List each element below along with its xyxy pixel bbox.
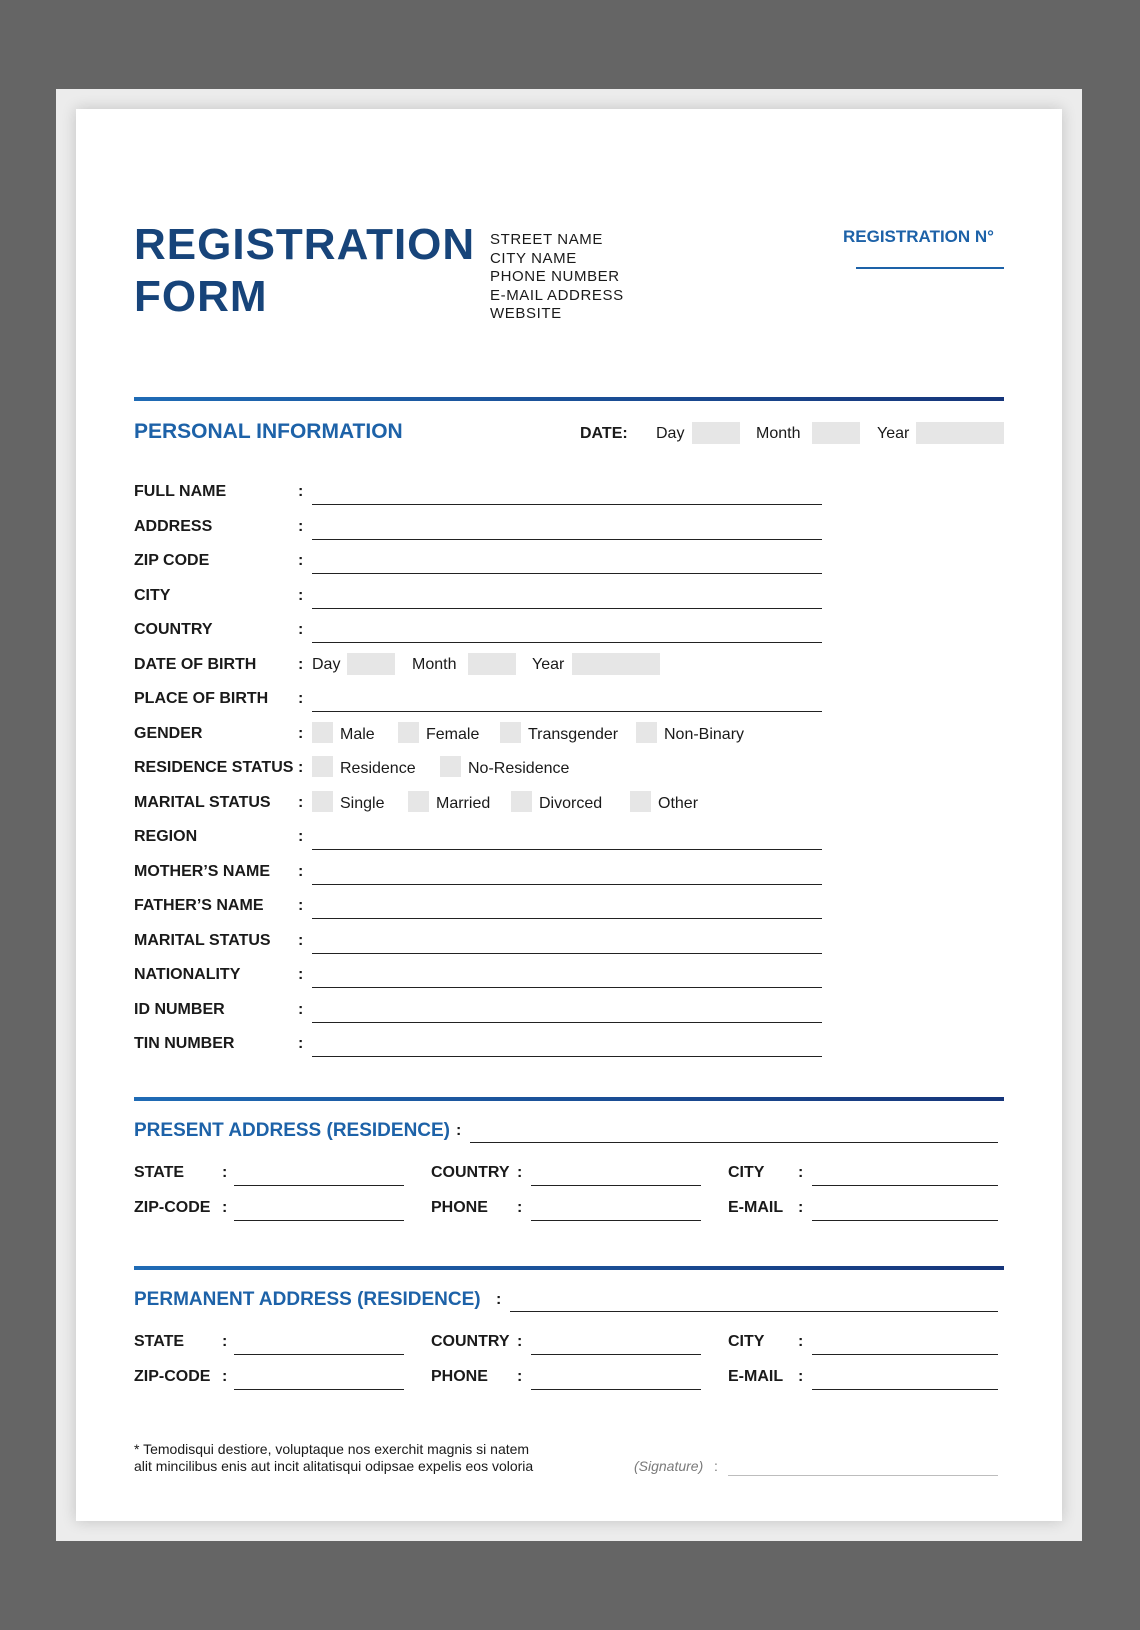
field-colon-zip-code-2: : [298, 552, 304, 569]
field-label-id-number-15: ID NUMBER [134, 1000, 225, 1018]
option-label-other: Other [658, 794, 699, 812]
field-input-mother-s-name-11[interactable] [312, 884, 822, 885]
checkbox-single[interactable] [312, 791, 333, 812]
field-colon-marital-status-9: : [298, 793, 304, 811]
contact-city: CITY NAME [490, 249, 577, 267]
section-rule-personal [134, 397, 1004, 401]
present-country-colon: : [517, 1164, 523, 1181]
present-country-input[interactable] [531, 1185, 701, 1186]
permanent-zip-colon: : [222, 1368, 228, 1385]
field-input-marital-status-13[interactable] [312, 953, 822, 954]
permanent-phone-colon: : [517, 1368, 523, 1385]
option-label-no-residence: No-Residence [468, 760, 570, 777]
registration-number-label: REGISTRATION N° [843, 227, 994, 246]
field-input-tin-number-16[interactable] [312, 1056, 822, 1057]
present-state-input[interactable] [234, 1185, 404, 1186]
field-input-father-s-name-12[interactable] [312, 918, 822, 919]
date-month-box[interactable] [812, 422, 860, 444]
field-colon-id-number-15: : [298, 1000, 304, 1018]
field-colon-nationality-14: : [298, 966, 304, 983]
date-day-box[interactable] [692, 422, 740, 444]
present-state-label: STATE [134, 1164, 185, 1181]
checkbox-divorced[interactable] [511, 791, 532, 812]
present-address-line[interactable] [470, 1142, 998, 1143]
permanent-section-title: PERMANENT ADDRESS (RESIDENCE) [134, 1289, 481, 1310]
permanent-email-colon: : [798, 1368, 804, 1385]
field-input-zip-code-2[interactable] [312, 573, 822, 574]
permanent-state-label: STATE [134, 1333, 185, 1350]
present-colon: : [456, 1122, 462, 1139]
date-year-label: Year [877, 425, 910, 442]
present-phone-input[interactable] [531, 1220, 701, 1221]
present-country-label: COUNTRY [431, 1164, 510, 1181]
footnote [134, 1441, 533, 1475]
field-label-country-4: COUNTRY [134, 621, 213, 638]
signature-field[interactable] [728, 1475, 998, 1476]
present-city-input[interactable] [812, 1185, 998, 1186]
footnote-line2: alit mincilibus enis aut incit alitatisqui odipsae expelis eos voloria [134, 1458, 534, 1474]
field-input-country-4[interactable] [312, 642, 822, 643]
checkbox-transgender[interactable] [500, 722, 521, 743]
dob-day-label: Day [312, 655, 341, 673]
field-label-date-of-birth-5: DATE OF BIRTH [134, 655, 257, 673]
present-email-colon: : [798, 1199, 804, 1216]
contact-phone: PHONE NUMBER [490, 268, 620, 285]
signature-colon: : [714, 1458, 718, 1474]
checkbox-female[interactable] [398, 722, 419, 743]
present-city-label: CITY [728, 1164, 765, 1181]
section-rule-permanent [134, 1266, 1004, 1270]
permanent-address-line[interactable] [510, 1311, 998, 1312]
dob-month-box[interactable] [468, 653, 516, 675]
registration-form-page [76, 109, 1062, 1521]
option-label-single: Single [340, 794, 385, 812]
field-input-full-name-0[interactable] [312, 504, 822, 505]
checkbox-no-residence[interactable] [440, 756, 461, 777]
dob-day-box[interactable] [347, 653, 395, 675]
field-colon-marital-status-13: : [298, 931, 304, 949]
field-label-tin-number-16: TIN NUMBER [134, 1035, 235, 1052]
permanent-phone-label: PHONE [431, 1368, 488, 1385]
field-label-gender-7: GENDER [134, 724, 203, 742]
field-label-father-s-name-12: FATHER’S NAME [134, 897, 264, 914]
contact-block [490, 231, 624, 324]
field-label-city-3: CITY [134, 586, 171, 604]
footnote-line1: * Temodisqui destiore, voluptaque nos exerchit magnis si natem [134, 1441, 530, 1457]
field-input-region-10[interactable] [312, 849, 822, 850]
personal-section-title: PERSONAL INFORMATION [134, 420, 403, 443]
permanent-email-label: E-MAIL [728, 1368, 784, 1385]
permanent-zip-input[interactable] [234, 1389, 404, 1390]
permanent-country-label: COUNTRY [431, 1333, 510, 1350]
permanent-state-input[interactable] [234, 1354, 404, 1355]
field-label-address-1: ADDRESS [134, 517, 213, 535]
date-label: DATE: [580, 425, 628, 442]
field-input-id-number-15[interactable] [312, 1022, 822, 1023]
date-year-box[interactable] [916, 422, 1004, 444]
permanent-phone-input[interactable] [531, 1389, 701, 1390]
present-state-colon: : [222, 1164, 228, 1181]
contact-street: STREET NAME [490, 231, 604, 248]
field-colon-tin-number-16: : [298, 1035, 304, 1052]
option-label-married: Married [436, 794, 491, 812]
section-rule-present [134, 1097, 1004, 1101]
present-email-input[interactable] [812, 1220, 998, 1221]
field-label-residence-status-8: RESIDENCE STATUS [134, 759, 294, 776]
dob-month-label: Month [412, 655, 457, 673]
permanent-email-input[interactable] [812, 1389, 998, 1390]
permanent-country-colon: : [517, 1333, 523, 1350]
field-colon-address-1: : [298, 517, 304, 535]
field-colon-full-name-0: : [298, 483, 304, 500]
dob-year-box[interactable] [572, 653, 660, 675]
checkbox-non-binary[interactable] [636, 722, 657, 743]
option-label-non-binary: Non-Binary [664, 725, 745, 743]
signature-label: (Signature) [634, 1458, 704, 1474]
dob-year-label: Year [532, 655, 565, 673]
field-colon-residence-status-8: : [298, 759, 304, 776]
registration-number-field[interactable] [856, 267, 1004, 269]
field-input-nationality-14[interactable] [312, 987, 822, 988]
field-input-city-3[interactable] [312, 608, 822, 609]
present-section-title: PRESENT ADDRESS (RESIDENCE) [134, 1120, 451, 1141]
option-label-female: Female [426, 725, 480, 743]
field-colon-country-4: : [298, 621, 304, 638]
field-colon-date-of-birth-5: : [298, 655, 304, 673]
present-zip-input[interactable] [234, 1220, 404, 1221]
option-label-divorced: Divorced [539, 794, 603, 812]
contact-email: E-MAIL ADDRESS [490, 286, 624, 304]
option-label-residence: Residence [340, 760, 416, 777]
permanent-city-colon: : [798, 1333, 804, 1350]
field-colon-city-3: : [298, 586, 304, 604]
field-label-mother-s-name-11: MOTHER’S NAME [134, 862, 270, 880]
field-input-address-1[interactable] [312, 539, 822, 540]
permanent-city-label: CITY [728, 1333, 765, 1350]
field-label-marital-status-13: MARITAL STATUS [134, 931, 271, 949]
form-title-line2: FORM [134, 272, 268, 321]
permanent-state-colon: : [222, 1333, 228, 1350]
permanent-colon: : [496, 1291, 502, 1308]
permanent-city-input[interactable] [812, 1354, 998, 1355]
date-month-label: Month [756, 425, 801, 442]
checkbox-married[interactable] [408, 791, 429, 812]
present-zip-colon: : [222, 1199, 228, 1216]
field-label-full-name-0: FULL NAME [134, 483, 227, 500]
option-label-transgender: Transgender [528, 725, 619, 743]
checkbox-other[interactable] [630, 791, 651, 812]
field-colon-place-of-birth-6: : [298, 690, 304, 707]
present-zip-label: ZIP-CODE [134, 1199, 211, 1216]
form-title [134, 219, 475, 323]
present-phone-label: PHONE [431, 1199, 488, 1216]
field-label-region-10: REGION [134, 828, 198, 845]
field-colon-region-10: : [298, 828, 304, 845]
present-email-label: E-MAIL [728, 1199, 784, 1216]
checkbox-male[interactable] [312, 722, 333, 743]
permanent-zip-label: ZIP-CODE [134, 1368, 211, 1385]
permanent-country-input[interactable] [531, 1354, 701, 1355]
field-colon-father-s-name-12: : [298, 897, 304, 914]
date-day-label: Day [656, 425, 685, 442]
field-colon-gender-7: : [298, 724, 304, 742]
field-label-zip-code-2: ZIP CODE [134, 552, 210, 569]
field-label-place-of-birth-6: PLACE OF BIRTH [134, 690, 269, 707]
present-phone-colon: : [517, 1199, 523, 1216]
field-label-nationality-14: NATIONALITY [134, 966, 241, 983]
option-label-male: Male [340, 725, 375, 743]
field-label-marital-status-9: MARITAL STATUS [134, 793, 271, 811]
form-title-line1: REGISTRATION [134, 220, 476, 269]
contact-website: WEBSITE [490, 305, 562, 322]
field-input-place-of-birth-6[interactable] [312, 711, 822, 712]
field-colon-mother-s-name-11: : [298, 862, 304, 880]
checkbox-residence[interactable] [312, 756, 333, 777]
present-city-colon: : [798, 1164, 804, 1181]
